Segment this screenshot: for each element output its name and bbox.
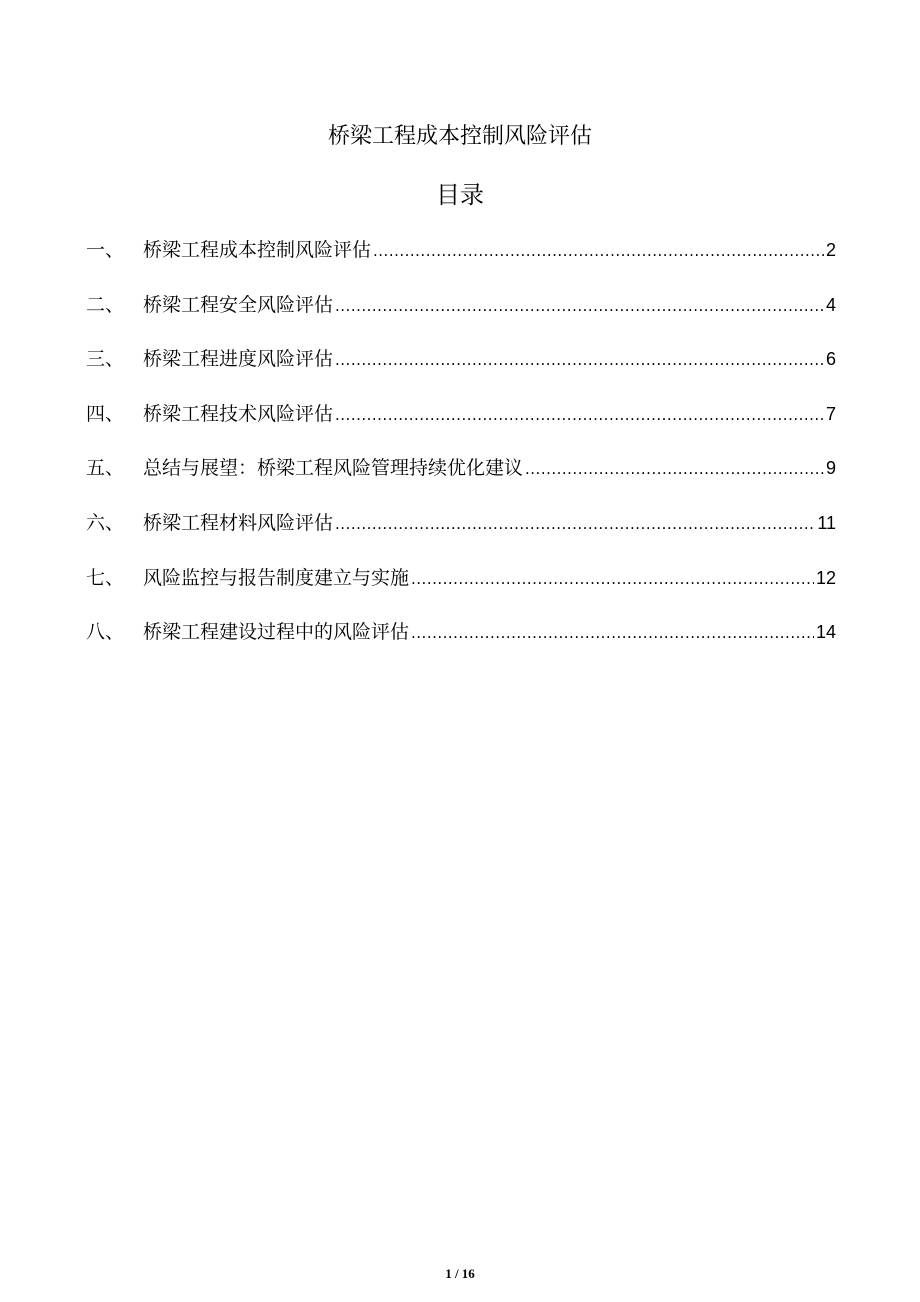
toc-entry-number: 一、 — [86, 239, 125, 261]
toc-entry-text: 桥梁工程安全风险评估 — [143, 293, 334, 316]
toc-entry-7[interactable] — [86, 558, 836, 613]
toc-leader-dots — [335, 395, 824, 435]
toc-leader-dots — [411, 559, 814, 599]
toc-entry-6[interactable] — [86, 503, 836, 558]
toc-entry-text: 桥梁工程成本控制风险评估 — [143, 239, 372, 261]
toc-leader-dots — [335, 340, 824, 380]
toc-entry-text: 桥梁工程材料风险评估 — [143, 511, 334, 534]
toc-entry-page: 11 — [817, 512, 836, 533]
page-number-footer: 1 / 16 — [445, 1266, 475, 1281]
toc-entry-text: 桥梁工程进度风险评估 — [143, 348, 334, 371]
toc-entry-number: 五、 — [86, 457, 125, 480]
toc-leader-dots — [411, 613, 814, 653]
toc-entry-text: 总结与展望：桥梁工程风险管理持续优化建议 — [143, 457, 524, 480]
toc-entry-text: 风险监控与报告制度建立与实施 — [143, 566, 410, 589]
toc-entry-page: 6 — [825, 349, 836, 370]
toc-entry-page: 4 — [825, 294, 836, 315]
document-title: 桥梁工程成本控制风险评估 — [327, 124, 592, 149]
toc-entry-number: 二、 — [86, 293, 125, 316]
toc-entry-page: 9 — [825, 458, 836, 479]
toc-entry-page: 2 — [825, 240, 836, 260]
toc-leader-dots — [335, 286, 824, 326]
toc-entry-text: 桥梁工程技术风险评估 — [143, 402, 334, 425]
toc-entry-1[interactable] — [86, 230, 836, 285]
table-of-contents — [86, 230, 836, 667]
toc-entry-number: 八、 — [86, 621, 125, 644]
toc-entry-number: 四、 — [86, 402, 125, 425]
toc-leader-dots — [525, 449, 824, 489]
toc-entry-number: 三、 — [86, 348, 125, 371]
toc-entry-page: 14 — [815, 622, 836, 643]
toc-entry-5[interactable] — [86, 448, 836, 503]
toc-entry-8[interactable] — [86, 612, 836, 667]
toc-heading: 目录 — [436, 181, 484, 209]
toc-entry-2[interactable] — [86, 285, 836, 340]
toc-entry-text: 桥梁工程建设过程中的风险评估 — [143, 621, 410, 644]
toc-entry-number: 七、 — [86, 566, 125, 589]
toc-entry-number: 六、 — [86, 511, 125, 534]
toc-entry-page: 7 — [825, 403, 836, 424]
toc-entry-4[interactable] — [86, 394, 836, 449]
toc-entry-page: 12 — [815, 567, 836, 588]
toc-leader-dots — [373, 231, 824, 271]
toc-leader-dots — [335, 504, 815, 544]
toc-entry-3[interactable] — [86, 339, 836, 394]
